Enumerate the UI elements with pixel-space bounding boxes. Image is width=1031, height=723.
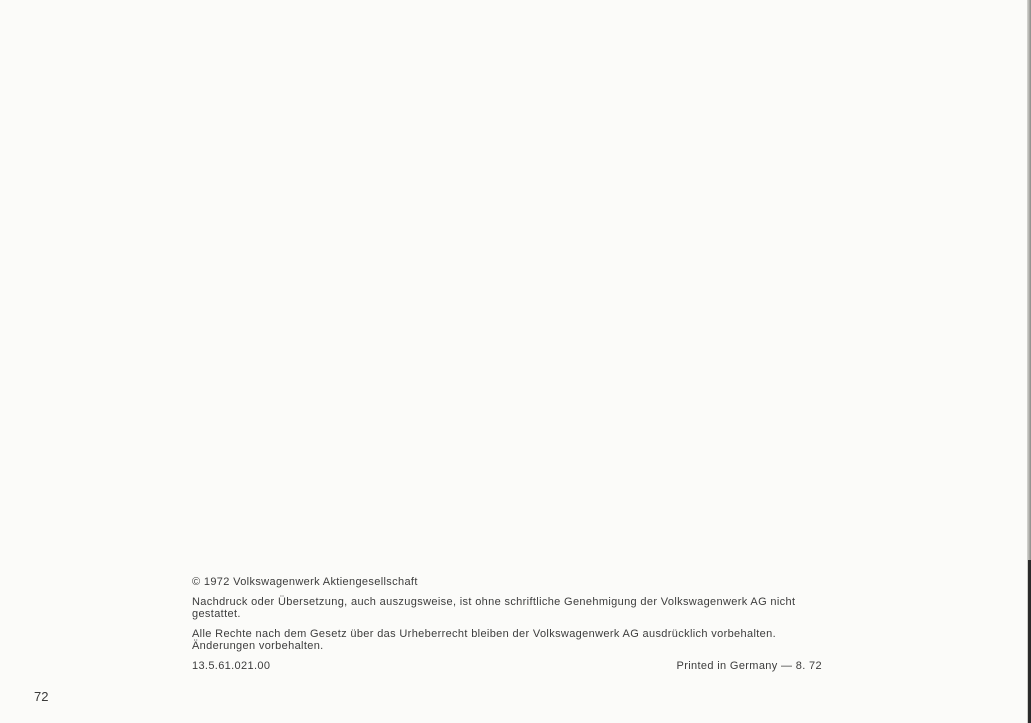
copyright-line: © 1972 Volkswagenwerk Aktiengesellschaft (192, 576, 418, 588)
page-number: 72 (34, 689, 49, 704)
part-number: 13.5.61.021.00 (192, 660, 271, 672)
colophon (192, 576, 822, 672)
printed-note: Printed in Germany — 8. 72 (676, 660, 822, 672)
rights-notice: Alle Rechte nach dem Gesetz über das Urheberrecht bleiben der Volkswagenwerk AG ausdrücklich vorbehalten. Änderungen vorbehalten. (192, 628, 776, 652)
reprint-notice: Nachdruck oder Übersetzung, auch auszugsweise, ist ohne schriftliche Genehmigung der Volkswagenwerk AG nicht gestattet. (192, 596, 796, 620)
colophon-footer (192, 660, 822, 672)
